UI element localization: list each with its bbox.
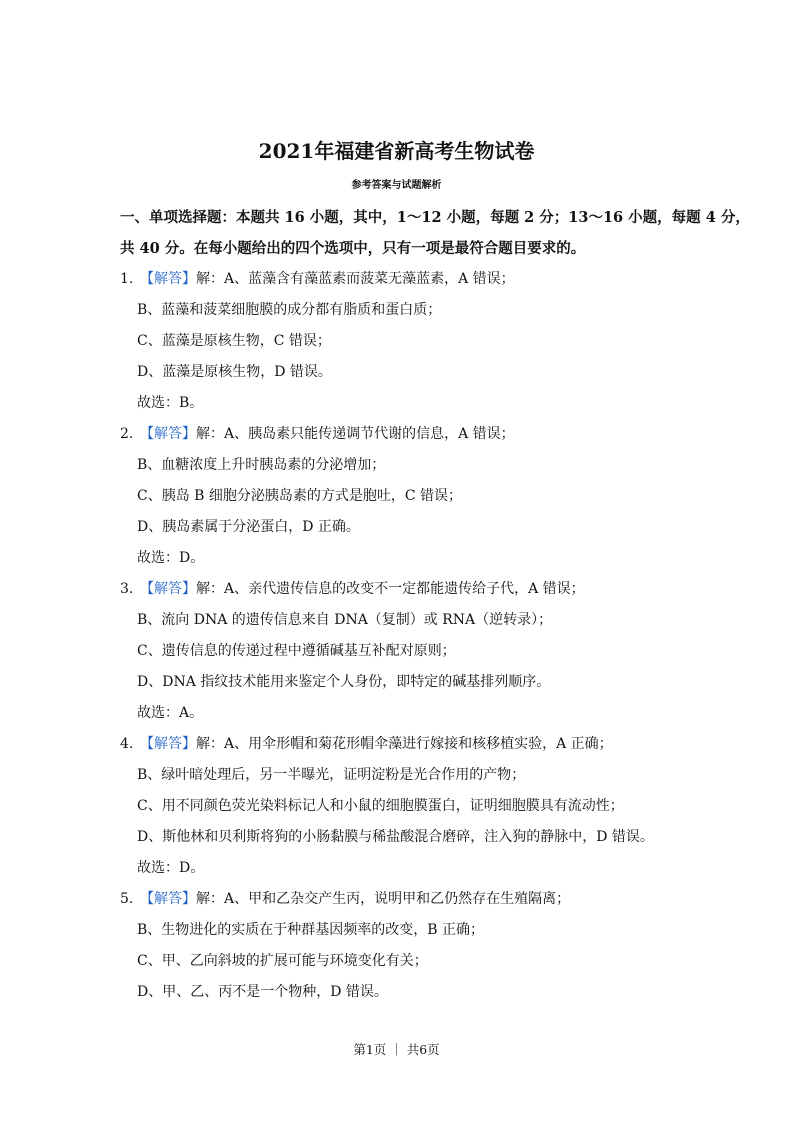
option-explanation: C、遗传信息的传递过程中遵循碱基互补配对原则； — [137, 643, 456, 659]
section-heading-line-2: 共 40 分。在每小题给出的四个选项中，只有一项是最符合题目要求的。 — [120, 240, 586, 257]
answer-choice: 故选：A。 — [137, 705, 204, 721]
question-first-line — [120, 884, 680, 915]
answer-tag-link[interactable]: 【解答】 — [140, 271, 196, 287]
question-first-text: 解：A、蓝藻含有藻蓝素而菠菜无藻蓝素，A 错误； — [196, 271, 515, 287]
answer-choice: 故选：D。 — [137, 550, 205, 566]
question-first-text: 解：A、亲代遗传信息的改变不一定都能遗传给子代，A 错误； — [196, 581, 585, 597]
answer-tag-link[interactable]: 【解答】 — [140, 736, 196, 752]
option-explanation: B、生物进化的实质在于种群基因频率的改变，B 正确； — [137, 922, 485, 938]
question-item — [120, 419, 680, 574]
question-item — [120, 574, 680, 729]
question-first-text: 解：A、胰岛素只能传递调节代谢的信息，A 错误； — [196, 426, 515, 442]
option-explanation: B、流向 DNA 的遗传信息来自 DNA（复制）或 RNA（逆转录）； — [137, 612, 553, 628]
option-explanation: D、斯他林和贝利斯将狗的小肠黏膜与稀盐酸混合磨碎，注入狗的静脉中，D 错误。 — [137, 829, 654, 845]
answer-choice: 故选：D。 — [137, 860, 205, 876]
question-number: 2. — [120, 426, 134, 442]
answer-choice: 故选：B。 — [137, 395, 204, 411]
option-explanation: B、绿叶暗处理后，另一半曝光，证明淀粉是光合作用的产物； — [137, 767, 526, 783]
question-number: 5. — [120, 891, 134, 907]
page-footer: 第1页 ｜ 共6页 — [353, 1042, 440, 1057]
question-item — [120, 264, 680, 419]
question-first-line — [120, 574, 680, 605]
option-explanation: B、血糖浓度上升时胰岛素的分泌增加； — [137, 457, 386, 473]
question-number: 1. — [120, 271, 134, 287]
question-first-line — [120, 729, 680, 760]
option-explanation: C、甲、乙向斜坡的扩展可能与环境变化有关； — [137, 953, 428, 969]
question-number: 4. — [120, 736, 134, 752]
option-explanation: C、胰岛 B 细胞分泌胰岛素的方式是胞吐，C 错误； — [137, 488, 463, 504]
option-explanation: C、蓝藻是原核生物，C 错误； — [137, 333, 331, 349]
question-first-text: 解：A、甲和乙杂交产生丙，说明甲和乙仍然存在生殖隔离； — [196, 891, 571, 907]
option-explanation: D、胰岛素属于分泌蛋白，D 正确。 — [137, 519, 360, 535]
answer-content — [120, 202, 750, 1008]
question-item — [120, 884, 680, 1008]
question-first-line — [120, 419, 680, 450]
question-item — [120, 729, 680, 884]
answer-tag-link[interactable]: 【解答】 — [140, 426, 196, 442]
answer-tag-link[interactable]: 【解答】 — [140, 891, 196, 907]
option-explanation: D、甲、乙、丙不是一个物种，D 错误。 — [137, 984, 388, 1000]
answer-tag-link[interactable]: 【解答】 — [140, 581, 196, 597]
question-number: 3. — [120, 581, 134, 597]
document-title: 2021年福建省新高考生物试卷 — [258, 139, 535, 163]
option-explanation: D、蓝藻是原核生物，D 错误。 — [137, 364, 332, 380]
question-list — [120, 264, 680, 1008]
question-first-line — [120, 264, 680, 295]
option-explanation: B、蓝藻和菠菜细胞膜的成分都有脂质和蛋白质； — [137, 302, 442, 318]
document-subtitle: 参考答案与试题解析 — [351, 180, 442, 191]
option-explanation: C、用不同颜色荧光染料标记人和小鼠的细胞膜蛋白，证明细胞膜具有流动性； — [137, 798, 624, 814]
question-first-text: 解：A、用伞形帽和菊花形帽伞藻进行嫁接和核移植实验，A 正确； — [196, 736, 613, 752]
option-explanation: D、DNA 指纹技术能用来鉴定个人身份，即特定的碱基排列顺序。 — [137, 674, 551, 690]
section-heading-line-1: 一、单项选择题：本题共 16 小题，其中，1～12 小题，每题 2 分；13～16 小题，每题 4 分， — [120, 209, 750, 226]
